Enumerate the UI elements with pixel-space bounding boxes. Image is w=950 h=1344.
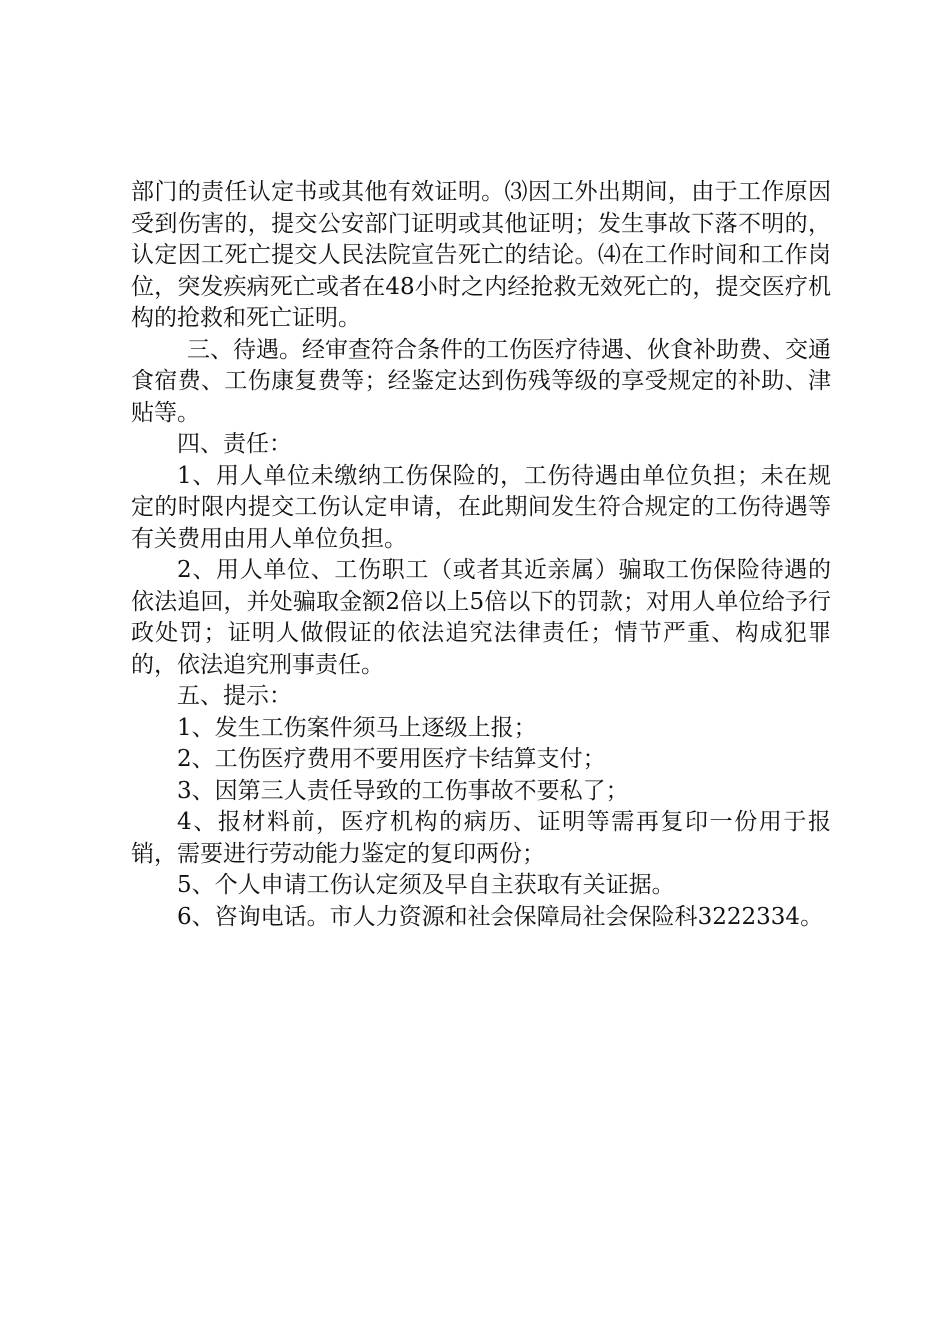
paragraph-tip-4: 4、报材料前，医疗机构的病历、证明等需再复印一份用于报销，需要进行劳动能力鉴定的复印两份； bbox=[131, 809, 831, 867]
paragraph-benefits: 三、待遇。经审查符合条件的工伤医疗待遇、伙食补助费、交通食宿费、工伤康复费等；经鉴定达到伤残等级的享受规定的补助、津贴等。 bbox=[131, 336, 831, 426]
paragraph-tip-6: 6、咨询电话。市人力资源和社会保障局社会保险科3222334。 bbox=[177, 903, 824, 930]
paragraph-tip-2: 2、工伤医疗费用不要用医疗卡结算支付； bbox=[177, 746, 606, 772]
paragraph-tip-1: 1、发生工伤案件须马上逐级上报； bbox=[177, 714, 537, 741]
paragraph-responsibility-2: 2、用人单位、工伤职工（或者其近亲属）骗取工伤保险待遇的依法追回，并处骗取金额2倍以上5倍以下的罚款；对用人单位给予行政处罚；证明人做假证的依法追究法律责任；情节严重、构成犯罪的，依法追究刑事责任。 bbox=[131, 557, 831, 678]
paragraph-tip-5: 5、个人申请工伤认定须及早自主获取有关证据。 bbox=[177, 872, 675, 898]
heading-responsibility: 四、责任： bbox=[177, 431, 292, 457]
paragraph-responsibility-1: 1、用人单位未缴纳工伤保险的，工伤待遇由单位负担；未在规定的时限内提交工伤认定申请，在此期间发生符合规定的工伤待遇等有关费用由用人单位负担。 bbox=[131, 462, 831, 552]
paragraph-tip-3: 3、因第三人责任导致的工伤事故不要私了； bbox=[177, 777, 629, 804]
heading-tips: 五、提示： bbox=[177, 683, 292, 709]
paragraph-continuation: 部门的责任认定书或其他有效证明。⑶因工外出期间，由于工作原因受到伤害的，提交公安部门证明或其他证明；发生事故下落不明的，认定因工死亡提交人民法院宣告死亡的结论。⑷在工作时间和工作岗位，突发疾病死亡或者在48小时之内经抢救无效死亡的，提交医疗机构的抢救和死亡证明。 bbox=[131, 179, 831, 331]
document-body bbox=[131, 177, 831, 933]
